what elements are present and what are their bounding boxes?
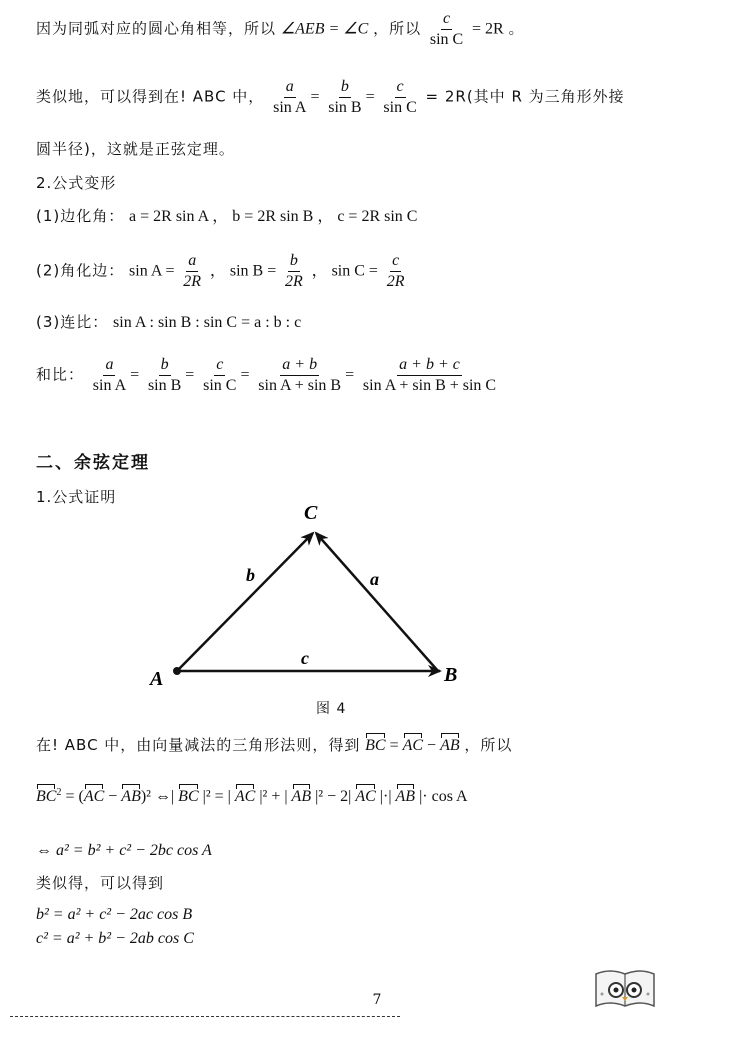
vector-AB: AB — [395, 788, 416, 805]
label-C: C — [304, 502, 318, 524]
label-B: B — [444, 664, 458, 686]
vector-AB: AB — [440, 737, 460, 754]
fraction — [201, 356, 238, 395]
text: ，所以 — [373, 19, 422, 38]
owl-book-logo — [594, 966, 656, 1014]
equation: ⇔ a² = b² + c² − 2bc cos A — [36, 842, 212, 859]
denominator: sin A + sin B + sin C — [362, 377, 497, 394]
numerator: c — [441, 10, 452, 30]
math: ， sin C = — [311, 262, 378, 280]
text-line: 类似得，可以得到 — [36, 874, 165, 892]
fraction — [146, 356, 183, 395]
math: = 2R — [471, 20, 504, 38]
fraction — [381, 78, 418, 117]
vector-BC: BC — [365, 737, 386, 754]
label-a: a — [370, 569, 379, 589]
fraction — [326, 78, 363, 117]
math: − — [423, 737, 441, 754]
math: |² + | — [255, 788, 292, 805]
numerator: b — [288, 252, 300, 272]
text-line — [36, 315, 301, 331]
numerator: b — [159, 356, 171, 376]
subheading: 1.公式证明 — [36, 488, 117, 506]
fraction — [385, 252, 407, 291]
denominator: sin A — [92, 377, 127, 394]
text: 因为同弧对应的圆心角相等，所以 — [36, 19, 277, 38]
text: ，所以 — [464, 736, 513, 754]
text: 在! ABC 中，由向量减法的三角形法则，得到 — [36, 736, 361, 754]
numerator: c — [214, 356, 225, 376]
vector-AC: AC — [355, 788, 376, 805]
denominator: sin A + sin B — [258, 377, 342, 394]
numerator: c — [390, 252, 401, 272]
math: sin A : sin B : sin C = a : b : c — [113, 314, 302, 331]
fraction — [361, 356, 498, 395]
math: |·| — [375, 788, 396, 805]
math: )² — [140, 788, 151, 805]
section-heading: 二、余弦定理 — [36, 453, 150, 473]
math: ∠AEB = ∠C — [280, 20, 369, 38]
label-b: b — [246, 565, 255, 585]
text: 和比： — [36, 365, 85, 384]
math: |· cos A — [415, 788, 468, 805]
text: 。 — [508, 19, 525, 38]
fraction — [271, 78, 308, 117]
label-c: c — [301, 648, 309, 668]
text: (2)角化边： — [36, 261, 125, 280]
math: = ( — [61, 788, 84, 805]
denominator: sin C — [203, 377, 237, 394]
triangle-diagram — [140, 495, 500, 695]
text: = 2R(其中 R 为三角形外接 — [425, 87, 625, 106]
denominator: sin B — [328, 99, 362, 116]
math: |² − 2| — [311, 788, 356, 805]
math: ， sin B = — [209, 262, 277, 280]
denominator: 2R — [285, 273, 303, 290]
vector-b — [177, 533, 313, 671]
fraction — [181, 252, 203, 291]
point-A — [173, 667, 181, 675]
text-line: 和比： $\frac{a}{\text{sin A}}$ = $\frac{b}{\text{sin B}}$ = $\frac{c}{\text{sin C}}$ = $\frac{a + b}{\text{sin A + sin B}}$ = $\frac{a + b + c}{\text{sin A + sin B + sin C}}$ — [36, 356, 497, 394]
fraction — [91, 356, 128, 395]
equation: b² = a² + c² − 2ac cos B — [36, 906, 193, 923]
math: − — [104, 788, 122, 805]
text-line — [36, 10, 524, 49]
math: sin A = — [129, 262, 175, 280]
vector-AC: AC — [234, 788, 256, 805]
numerator: c — [395, 78, 406, 98]
text-line: 圆半径)，这就是正弦定理。 — [36, 140, 235, 158]
denominator: 2R — [183, 273, 202, 290]
triangle-figure — [140, 495, 500, 699]
vector-BC: BC — [178, 788, 199, 805]
text: 类似地，可以得到在! ABC 中， — [36, 87, 265, 106]
fraction — [428, 10, 465, 49]
numerator: a + b — [280, 356, 319, 376]
numerator: a — [284, 78, 296, 98]
label-A: A — [150, 668, 164, 690]
vector-AC: AC — [83, 788, 105, 805]
numerator: a — [103, 356, 115, 376]
vector-a — [316, 533, 438, 671]
math: a = 2R sin A ， b = 2R sin B ， c = 2R sin C — [129, 208, 418, 225]
fraction — [283, 252, 305, 291]
fraction — [256, 356, 343, 395]
numerator: b — [339, 78, 351, 98]
numerator: a + b + c — [397, 356, 462, 376]
text-line — [36, 209, 417, 225]
denominator: sin C — [383, 99, 417, 116]
math: = — [385, 737, 403, 754]
text-line — [36, 252, 409, 291]
math: ⇔| — [150, 788, 179, 805]
math: |² = | — [198, 788, 235, 805]
exponent: 2 — [56, 787, 62, 798]
figure-caption: 图 4 — [316, 701, 347, 717]
vector-AB: AB — [121, 788, 141, 805]
denominator: sin C — [429, 31, 464, 48]
text: (1)边化角： — [36, 207, 125, 225]
subheading: 2.公式变形 — [36, 174, 117, 192]
page-number: 7 — [372, 992, 382, 1008]
denominator: sin B — [147, 377, 182, 394]
vector-AB: AB — [291, 788, 312, 805]
denominator: 2R — [386, 273, 405, 290]
vector-BC: BC — [36, 788, 57, 805]
text-line — [36, 738, 512, 754]
text-line — [36, 788, 468, 805]
footer-divider — [10, 1016, 400, 1017]
text-line: 类似地，可以得到在! ABC 中， $\frac{a}{\text{sin A}}$ = $\frac{b}{\text{sin B}}$ = $\frac{c}{\text{sin C}}$ = 2R(其中 R 为三角形外接 — [36, 78, 625, 116]
denominator: sin A — [273, 99, 307, 116]
text: (3)连比： — [36, 313, 109, 331]
vector-AC: AC — [402, 737, 424, 754]
numerator: a — [186, 252, 198, 272]
equation: c² = a² + b² − 2ab cos C — [36, 930, 194, 947]
